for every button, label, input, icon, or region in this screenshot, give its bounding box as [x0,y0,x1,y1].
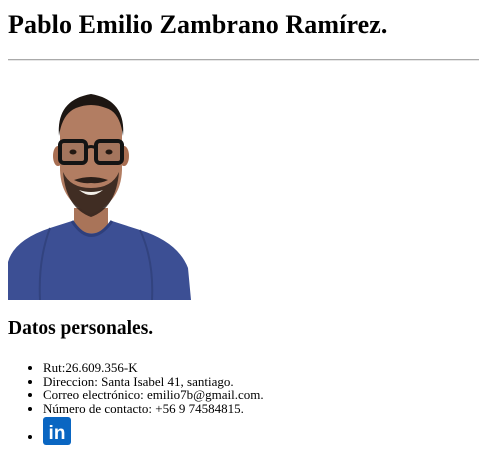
personal-data-heading: Datos personales. [8,318,154,339]
list-item-linkedin [43,415,264,445]
list-item-rut: • Rut:26.609.356-K [43,361,264,375]
header-divider [8,59,479,61]
linkedin-label: • in [48,423,66,444]
personal-data-list [8,361,264,445]
list-item-email: • Correo electrónico: emilio7b@gmail.com. [43,388,264,402]
page-title: Pablo Emilio Zambrano Ramírez. [8,10,388,39]
profile-photo [8,90,191,300]
linkedin-icon[interactable] [43,417,71,445]
list-item-address: • Direccion: Santa Isabel 41, santiago. [43,375,264,389]
list-item-phone: • Número de contacto: +56 9 74584815. [43,402,264,416]
